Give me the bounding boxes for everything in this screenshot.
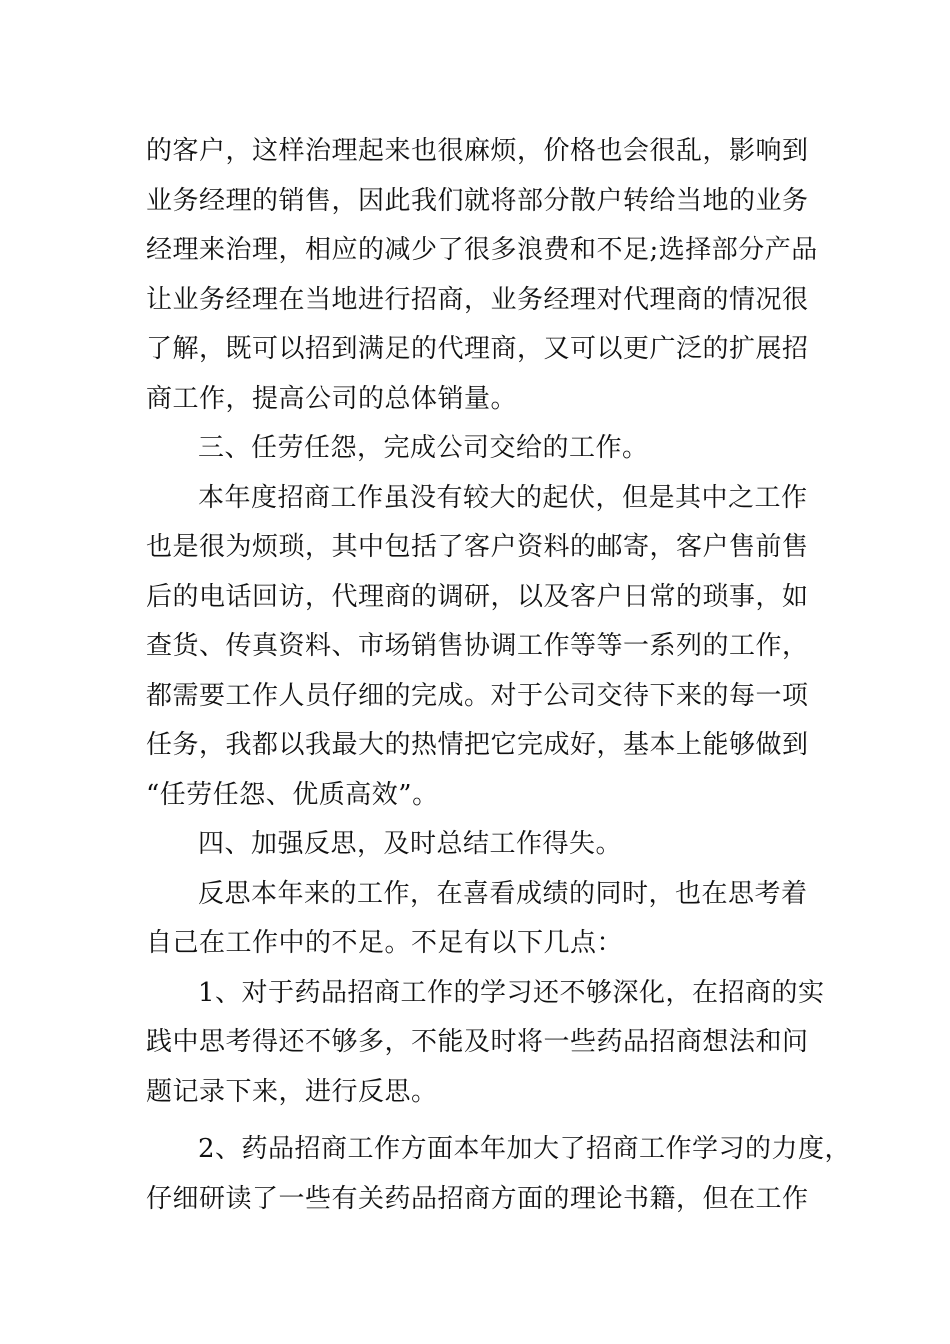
list-item: 2、药品招商工作方面本年加大了招商工作学习的力度， [198,1134,852,1164]
text-line: 了解，既可以招到满足的代理商，又可以更广泛的扩展招 [146,334,809,364]
text-line: 题记录下来，进行反思。 [146,1076,438,1107]
text-line: “任劳任怨、优质高效”。 [146,779,439,810]
text-line: 商工作，提高公司的总体销量。 [146,383,518,414]
text-line: 自己在工作中的不足。不足有以下几点： [146,928,624,958]
text-line: 查货、传真资料、市场销售协调工作等等一系列的工作， [146,631,809,661]
text-line: 本年度招商工作虽没有较大的起伏，但是其中之工作 [198,482,808,513]
list-item: 1、对于药品招商工作的学习还不够深化，在招商的实 [198,977,825,1008]
section-heading: 四、加强反思，及时总结工作得失。 [198,829,623,859]
text-line: 都需要工作人员仔细的完成。对于公司交待下来的每一项 [146,680,809,711]
text-line: 让业务经理在当地进行招商，业务经理对代理商的情况很 [146,284,809,315]
text-line: 后的电话回访，代理商的调研，以及客户日常的琐事，如 [146,581,809,612]
text-line: 任务，我都以我最大的热情把它完成好，基本上能够做到 [146,730,809,760]
text-line: 仔细研读了一些有关药品招商方面的理论书籍，但在工作 [146,1183,809,1214]
text-line: 的客户，这样治理起来也很麻烦，价格也会很乱，影响到 [146,136,809,166]
text-line: 也是很为烦琐，其中包括了客户资料的邮寄，客户售前售 [146,532,809,562]
document-body [146,127,852,1224]
text-line: 践中思考得还不够多，不能及时将一些药品招商想法和问 [146,1027,809,1057]
section-heading: 三、任劳任怨，完成公司交给的工作。 [198,433,649,463]
text-line: 反思本年来的工作，在喜看成绩的同时，也在思考着 [198,878,808,909]
text-line: 业务经理的销售，因此我们就将部分散户转给当地的业务 [146,185,809,216]
text-line: 经理来治理，相应的减少了很多浪费和不足;选择部分产品 [146,235,818,265]
